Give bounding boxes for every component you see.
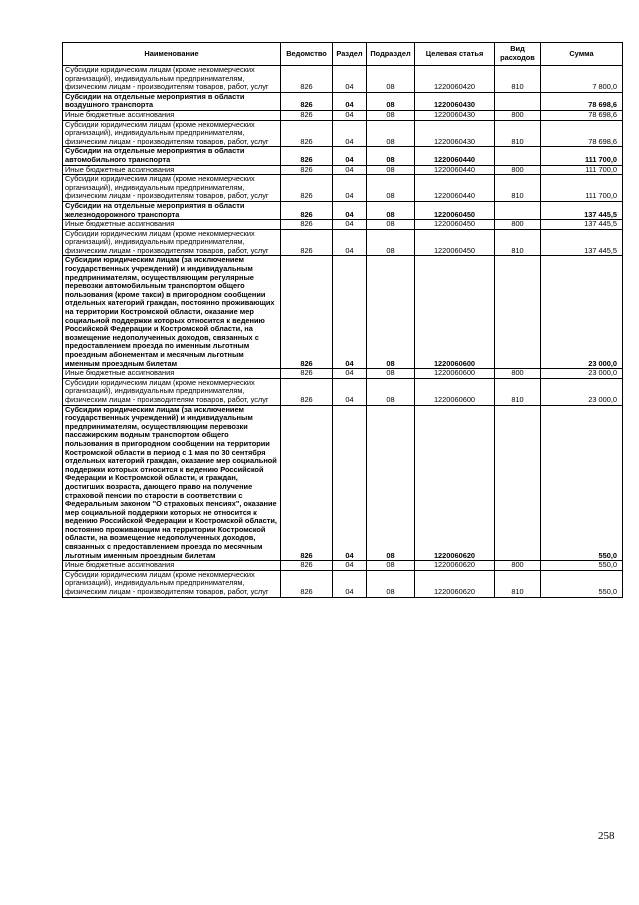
row-summa-cell: 137 445,5 xyxy=(541,220,623,230)
row-summa-cell: 7 800,0 xyxy=(541,66,623,93)
row-vedomstvo-cell: 826 xyxy=(281,92,333,110)
budget-table xyxy=(62,42,623,598)
row-name-cell: Субсидии юридическим лицам (за исключением государственных учреждений) и индивидуальным предпринимателям, осуществляющим регулярные перевозки автомобильным транспортом общего пользования (кроме такси) в пригородном сообщении отдельных категорий граждан, постоянно проживающих на территории Костромской области, оказание мер социальной поддержки которых относится к ведению Российской Федерации и Костромской области, на возмещение недополученных доходов, связанных с предоставлением проезда по именным льготным проездным абонементам и месячным льготным именным проездным билетам xyxy=(63,256,281,369)
row-vedomstvo-cell: 826 xyxy=(281,110,333,120)
row-vid-cell xyxy=(495,405,541,561)
row-podrazdel-cell: 08 xyxy=(367,175,415,202)
row-name-cell: Субсидии на отдельные мероприятия в области воздушного транспорта xyxy=(63,92,281,110)
header-summa: Сумма xyxy=(541,43,623,66)
row-vedomstvo-cell: 826 xyxy=(281,369,333,379)
row-statya-cell: 1220060430 xyxy=(415,92,495,110)
header-podrazdel: Подраздел xyxy=(367,43,415,66)
row-summa-cell: 111 700,0 xyxy=(541,147,623,165)
table-body xyxy=(63,66,623,598)
row-vedomstvo-cell: 826 xyxy=(281,201,333,219)
row-podrazdel-cell: 08 xyxy=(367,201,415,219)
row-podrazdel-cell: 08 xyxy=(367,110,415,120)
table-row xyxy=(63,66,623,93)
row-statya-cell: 1220060450 xyxy=(415,220,495,230)
row-vedomstvo-cell: 826 xyxy=(281,561,333,571)
row-vid-cell: 810 xyxy=(495,378,541,405)
row-summa-cell: 78 698,6 xyxy=(541,110,623,120)
row-podrazdel-cell: 08 xyxy=(367,405,415,561)
row-name-cell: Субсидии юридическим лицам (кроме некоммерческих организаций), индивидуальным предпринимателям, физическим лицам - производителям товаров, работ, услуг xyxy=(63,229,281,256)
row-name-cell: Иные бюджетные ассигнования xyxy=(63,110,281,120)
row-summa-cell: 550,0 xyxy=(541,561,623,571)
row-vid-cell: 800 xyxy=(495,369,541,379)
row-razdel-cell: 04 xyxy=(333,570,367,597)
row-name-cell: Иные бюджетные ассигнования xyxy=(63,165,281,175)
row-vid-cell: 800 xyxy=(495,561,541,571)
row-summa-cell: 137 445,5 xyxy=(541,201,623,219)
row-razdel-cell: 04 xyxy=(333,66,367,93)
row-statya-cell: 1220060600 xyxy=(415,378,495,405)
row-summa-cell: 23 000,0 xyxy=(541,369,623,379)
row-vedomstvo-cell: 826 xyxy=(281,570,333,597)
header-statya: Целевая статья xyxy=(415,43,495,66)
table-header-row xyxy=(63,43,623,66)
table-row xyxy=(63,120,623,147)
row-name-cell: Субсидии юридическим лицам (кроме некоммерческих организаций), индивидуальным предпринимателям, физическим лицам - производителям товаров, работ, услуг xyxy=(63,570,281,597)
row-vid-cell xyxy=(495,147,541,165)
row-vid-cell: 810 xyxy=(495,66,541,93)
row-name-cell: Субсидии юридическим лицам (кроме некоммерческих организаций), индивидуальным предпринимателям, физическим лицам - производителям товаров, работ, услуг xyxy=(63,120,281,147)
row-podrazdel-cell: 08 xyxy=(367,378,415,405)
row-podrazdel-cell: 08 xyxy=(367,369,415,379)
row-razdel-cell: 04 xyxy=(333,120,367,147)
row-summa-cell: 78 698,6 xyxy=(541,92,623,110)
row-razdel-cell: 04 xyxy=(333,147,367,165)
row-razdel-cell: 04 xyxy=(333,561,367,571)
table-row xyxy=(63,561,623,571)
row-podrazdel-cell: 08 xyxy=(367,561,415,571)
row-podrazdel-cell: 08 xyxy=(367,120,415,147)
row-name-cell: Субсидии на отдельные мероприятия в области железнодорожного транспорта xyxy=(63,201,281,219)
row-statya-cell: 1220060440 xyxy=(415,175,495,202)
row-name-cell: Субсидии на отдельные мероприятия в области автомобильного транспорта xyxy=(63,147,281,165)
row-vedomstvo-cell: 826 xyxy=(281,147,333,165)
row-summa-cell: 550,0 xyxy=(541,570,623,597)
row-statya-cell: 1220060600 xyxy=(415,256,495,369)
table-row xyxy=(63,405,623,561)
header-razdel: Раздел xyxy=(333,43,367,66)
row-podrazdel-cell: 08 xyxy=(367,66,415,93)
row-statya-cell: 1220060450 xyxy=(415,201,495,219)
row-name-cell: Субсидии юридическим лицам (кроме некоммерческих организаций), индивидуальным предпринимателям, физическим лицам - производителям товаров, работ, услуг xyxy=(63,66,281,93)
row-vedomstvo-cell: 826 xyxy=(281,256,333,369)
row-name-cell: Субсидии юридическим лицам (кроме некоммерческих организаций), индивидуальным предпринимателям, физическим лицам - производителям товаров, работ, услуг xyxy=(63,175,281,202)
row-name-cell: Субсидии юридическим лицам (за исключением государственных учреждений) и индивидуальным предпринимателям, осуществляющим перевозки пассажирским водным транспортом общего пользования в пригородном сообщении на территории Костромской области в период с 1 мая по 30 сентября отдельных категорий граждан, оказание мер социальной поддержки которых относится к ведению Российской Федерации и Костромской области, и граждан, достигших возраста, дающего право на получение страховой пенсии по старости в соответствии с Федеральным законом "О страховых пенсиях", оказание мер социальной поддержки которых не относится к ведению Российской Федерации и Костромской области, постоянно проживающим на территории Костромской области, на возмещение недополученных доходов, связанных с предоставлением проезда по месячным льготным именным проездным билетам xyxy=(63,405,281,561)
row-vedomstvo-cell: 826 xyxy=(281,165,333,175)
table-row xyxy=(63,570,623,597)
row-vedomstvo-cell: 826 xyxy=(281,120,333,147)
row-summa-cell: 111 700,0 xyxy=(541,165,623,175)
row-summa-cell: 111 700,0 xyxy=(541,175,623,202)
row-razdel-cell: 04 xyxy=(333,92,367,110)
row-statya-cell: 1220060430 xyxy=(415,110,495,120)
row-vid-cell: 810 xyxy=(495,120,541,147)
row-podrazdel-cell: 08 xyxy=(367,570,415,597)
row-vid-cell xyxy=(495,256,541,369)
row-statya-cell: 1220060600 xyxy=(415,369,495,379)
row-vedomstvo-cell: 826 xyxy=(281,220,333,230)
row-statya-cell: 1220060430 xyxy=(415,120,495,147)
row-vedomstvo-cell: 826 xyxy=(281,405,333,561)
row-podrazdel-cell: 08 xyxy=(367,147,415,165)
table-row xyxy=(63,147,623,165)
table-row xyxy=(63,175,623,202)
row-statya-cell: 1220060450 xyxy=(415,229,495,256)
row-razdel-cell: 04 xyxy=(333,405,367,561)
row-statya-cell: 1220060420 xyxy=(415,66,495,93)
row-razdel-cell: 04 xyxy=(333,369,367,379)
row-podrazdel-cell: 08 xyxy=(367,220,415,230)
row-statya-cell: 1220060440 xyxy=(415,165,495,175)
row-razdel-cell: 04 xyxy=(333,229,367,256)
row-razdel-cell: 04 xyxy=(333,378,367,405)
table-row xyxy=(63,92,623,110)
row-summa-cell: 78 698,6 xyxy=(541,120,623,147)
row-statya-cell: 1220060620 xyxy=(415,561,495,571)
row-vid-cell: 810 xyxy=(495,175,541,202)
row-razdel-cell: 04 xyxy=(333,110,367,120)
table-row xyxy=(63,110,623,120)
row-razdel-cell: 04 xyxy=(333,175,367,202)
row-vid-cell: 800 xyxy=(495,220,541,230)
row-vid-cell xyxy=(495,92,541,110)
row-vedomstvo-cell: 826 xyxy=(281,229,333,256)
row-vedomstvo-cell: 826 xyxy=(281,378,333,405)
table-row xyxy=(63,256,623,369)
table-row xyxy=(63,220,623,230)
row-statya-cell: 1220060440 xyxy=(415,147,495,165)
row-vid-cell: 810 xyxy=(495,229,541,256)
row-podrazdel-cell: 08 xyxy=(367,92,415,110)
row-vedomstvo-cell: 826 xyxy=(281,66,333,93)
row-name-cell: Субсидии юридическим лицам (кроме некоммерческих организаций), индивидуальным предпринимателям, физическим лицам - производителям товаров, работ, услуг xyxy=(63,378,281,405)
header-vid: Вид расходов xyxy=(495,43,541,66)
row-razdel-cell: 04 xyxy=(333,256,367,369)
row-vid-cell: 800 xyxy=(495,110,541,120)
header-vedomstvo: Ведомство xyxy=(281,43,333,66)
table-row xyxy=(63,229,623,256)
table-row xyxy=(63,201,623,219)
row-podrazdel-cell: 08 xyxy=(367,165,415,175)
row-vid-cell: 800 xyxy=(495,165,541,175)
row-summa-cell: 550,0 xyxy=(541,405,623,561)
page-number: 258 xyxy=(598,830,615,842)
budget-table-sheet xyxy=(62,42,622,598)
row-statya-cell: 1220060620 xyxy=(415,405,495,561)
row-summa-cell: 23 000,0 xyxy=(541,256,623,369)
row-podrazdel-cell: 08 xyxy=(367,256,415,369)
row-vedomstvo-cell: 826 xyxy=(281,175,333,202)
row-name-cell: Иные бюджетные ассигнования xyxy=(63,561,281,571)
row-razdel-cell: 04 xyxy=(333,220,367,230)
row-name-cell: Иные бюджетные ассигнования xyxy=(63,220,281,230)
row-statya-cell: 1220060620 xyxy=(415,570,495,597)
row-vid-cell xyxy=(495,201,541,219)
row-razdel-cell: 04 xyxy=(333,165,367,175)
header-name: Наименование xyxy=(63,43,281,66)
table-row xyxy=(63,369,623,379)
row-name-cell: Иные бюджетные ассигнования xyxy=(63,369,281,379)
row-podrazdel-cell: 08 xyxy=(367,229,415,256)
row-razdel-cell: 04 xyxy=(333,201,367,219)
row-vid-cell: 810 xyxy=(495,570,541,597)
row-summa-cell: 137 445,5 xyxy=(541,229,623,256)
table-row xyxy=(63,378,623,405)
row-summa-cell: 23 000,0 xyxy=(541,378,623,405)
